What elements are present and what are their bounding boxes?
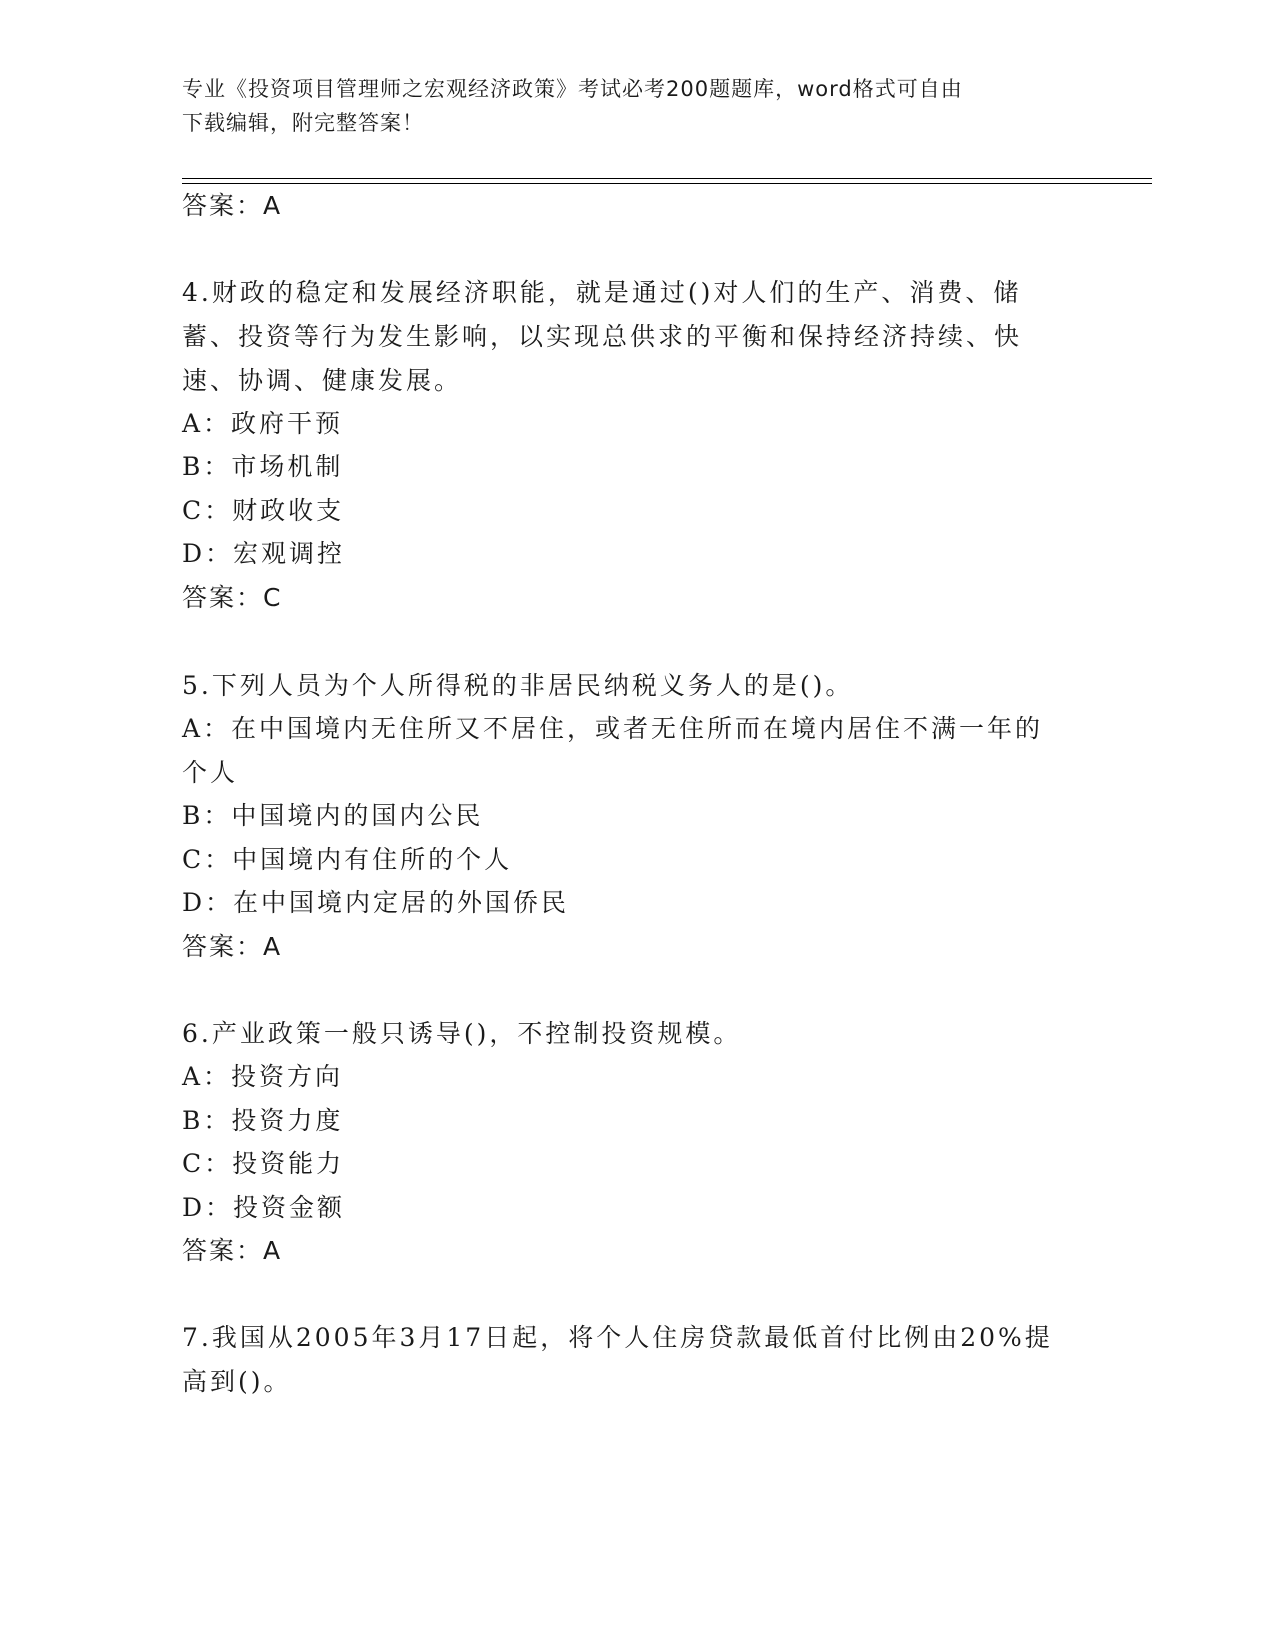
question-5-option-b: B：中国境内的国内公民 xyxy=(182,801,484,830)
answer-q4: 答案：C xyxy=(182,583,283,612)
header-line-2: 下载编辑，附完整答案！ xyxy=(182,111,424,135)
answer-q6: 答案：A xyxy=(182,1236,283,1265)
document-header xyxy=(182,72,1062,140)
header-line-1: 专业《投资项目管理师之宏观经济政策》考试必考200题题库，word格式可自由 xyxy=(182,77,963,101)
header-divider-bottom xyxy=(182,183,1152,184)
question-5-option-a-line-1: A：在中国境内无住所又不居住，或者无住所而在境内居住不满一年的 xyxy=(182,714,1044,743)
question-5-option-a-line-2: 个人 xyxy=(182,758,239,787)
question-5-line-1: 5.下列人员为个人所得税的非居民纳税义务人的是()。 xyxy=(182,671,854,700)
question-4-line-3: 速、协调、健康发展。 xyxy=(182,366,463,395)
question-4-option-a: A：政府干预 xyxy=(182,409,344,438)
header-divider-top xyxy=(182,178,1152,179)
question-4-line-2: 蓄、投资等行为发生影响，以实现总供求的平衡和保持经济持续、快 xyxy=(182,322,1023,351)
question-7-line-2: 高到()。 xyxy=(182,1367,292,1396)
question-4-option-b: B：市场机制 xyxy=(182,452,344,481)
answer-q5: 答案：A xyxy=(182,932,283,961)
answer-q3: 答案：A xyxy=(182,191,283,220)
question-6-option-a: A：投资方向 xyxy=(182,1062,344,1091)
question-4-option-c: C：财政收支 xyxy=(182,496,345,525)
question-5-option-d: D：在中国境内定居的外国侨民 xyxy=(182,888,570,917)
question-6-option-d: D：投资金额 xyxy=(182,1193,346,1222)
question-6-line-1: 6.产业政策一般只诱导()，不控制投资规模。 xyxy=(182,1019,742,1048)
question-6-option-b: B：投资力度 xyxy=(182,1106,344,1135)
question-6-option-c: C：投资能力 xyxy=(182,1149,345,1178)
question-4-line-1: 4.财政的稳定和发展经济职能，就是通过()对人们的生产、消费、储 xyxy=(182,278,1022,307)
question-5-option-c: C：中国境内有住所的个人 xyxy=(182,845,513,874)
question-7-line-1: 7.我国从2005年3月17日起，将个人住房贷款最低首付比例由20%提 xyxy=(182,1323,1053,1352)
question-4-option-d: D：宏观调控 xyxy=(182,539,346,568)
